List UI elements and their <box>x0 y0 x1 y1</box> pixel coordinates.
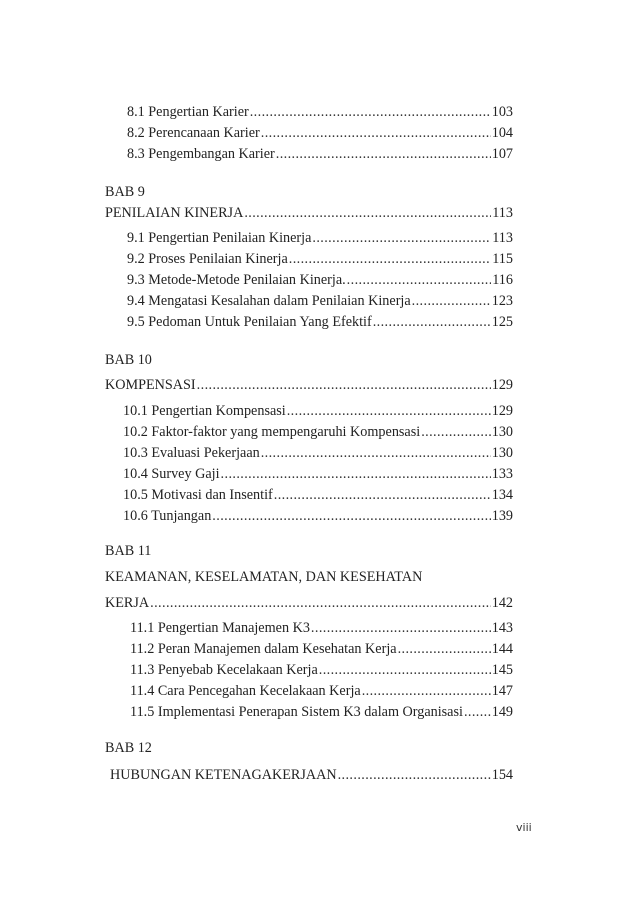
toc-entry-page: 139 <box>491 508 513 524</box>
dot-leader <box>347 270 492 290</box>
toc-entry[interactable] <box>127 249 513 269</box>
toc-entry-page: 104 <box>491 125 513 141</box>
chapter-label: BAB 9 <box>105 184 145 200</box>
dot-leader <box>398 639 491 659</box>
toc-entry-page: 149 <box>491 704 513 720</box>
toc-entry-page: 130 <box>491 445 513 461</box>
chapter-page: 154 <box>491 767 513 783</box>
chapter-label: BAB 10 <box>105 352 152 368</box>
dot-leader <box>464 702 491 722</box>
dot-leader <box>244 203 491 223</box>
toc-entry[interactable] <box>130 660 513 680</box>
toc-entry-title: 11.5 Implementasi Penerapan Sistem K3 dalam Organisasi <box>130 704 463 720</box>
toc-entry-title: 10.2 Faktor-faktor yang mempengaruhi Kompensasi <box>123 424 421 440</box>
toc-entry[interactable] <box>127 102 513 122</box>
dot-leader <box>261 443 491 463</box>
dot-leader <box>311 618 491 638</box>
toc-entry-title: 9.3 Metode-Metode Penilaian Kinerja. <box>127 272 346 288</box>
toc-entry-page: 103 <box>491 104 513 120</box>
toc-entry[interactable] <box>123 485 513 505</box>
toc-entry-title: 9.1 Pengertian Penilaian Kinerja <box>127 230 312 246</box>
toc-entry-page: 143 <box>491 620 513 636</box>
chapter-label: BAB 12 <box>105 740 152 756</box>
toc-entry[interactable] <box>127 123 513 143</box>
toc-entry-title: 10.5 Motivasi dan Insentif <box>123 487 273 503</box>
toc-entry-page: 147 <box>491 683 513 699</box>
chapter-title: PENILAIAN KINERJA <box>105 205 244 221</box>
toc-entry-title: 11.4 Cara Pencegahan Kecelakaan Kerja <box>130 683 361 699</box>
toc-entry-page: 113 <box>492 230 513 246</box>
toc-entry-page: 115 <box>492 251 513 267</box>
chapter-title: KOMPENSASI <box>105 377 196 393</box>
chapter-title: KERJA <box>105 595 150 611</box>
chapter-entry[interactable] <box>105 593 513 613</box>
toc-entry[interactable] <box>123 422 513 442</box>
toc-entry-title: 10.1 Pengertian Kompensasi <box>123 403 286 419</box>
dot-leader <box>312 228 491 248</box>
toc-entry-title: 9.2 Proses Penilaian Kinerja <box>127 251 288 267</box>
chapter-title: HUBUNGAN KETENAGAKERJAAN <box>110 767 337 783</box>
toc-entry-title: 11.1 Pengertian Manajemen K3 <box>130 620 310 636</box>
dot-leader <box>250 102 491 122</box>
chapter-title-line1: KEAMANAN, KESELAMATAN, DAN KESEHATAN <box>105 569 423 585</box>
toc-entry-title: 9.5 Pedoman Untuk Penilaian Yang Efektif <box>127 314 372 330</box>
chapter-page: 113 <box>492 205 513 221</box>
toc-entry[interactable] <box>130 639 513 659</box>
chapter-page: 129 <box>491 377 513 393</box>
toc-entry[interactable] <box>127 291 513 311</box>
toc-entry-page: 134 <box>491 487 513 503</box>
page-number: viii <box>516 821 532 834</box>
toc-entry-title: 10.3 Evaluasi Pekerjaan <box>123 445 260 461</box>
toc-entry[interactable] <box>123 443 513 463</box>
toc-entry[interactable] <box>127 144 513 164</box>
dot-leader <box>373 312 491 332</box>
toc-entry-title: 11.2 Peran Manajemen dalam Kesehatan Kerja <box>130 641 397 657</box>
dot-leader <box>287 401 491 421</box>
toc-entry-title: 10.6 Tunjangan <box>123 508 212 524</box>
dot-leader <box>261 123 491 143</box>
dot-leader <box>212 506 490 526</box>
dot-leader <box>319 660 491 680</box>
toc-entry-page: 144 <box>491 641 513 657</box>
toc-entry-page: 133 <box>491 466 513 482</box>
toc-entry-page: 116 <box>492 272 513 288</box>
dot-leader <box>421 422 491 442</box>
toc-entry[interactable] <box>130 702 513 722</box>
chapter-entry[interactable] <box>105 375 513 395</box>
chapter-label: BAB 11 <box>105 543 152 559</box>
toc-entry-title: 9.4 Mengatasi Kesalahan dalam Penilaian Kinerja <box>127 293 411 309</box>
toc-entry-title: 8.1 Pengertian Karier <box>127 104 249 120</box>
toc-entry-page: 130 <box>491 424 513 440</box>
chapter-entry[interactable] <box>110 765 513 785</box>
toc-entry[interactable] <box>123 464 513 484</box>
toc-entry[interactable] <box>127 312 513 332</box>
toc-entry-page: 107 <box>491 146 513 162</box>
toc-entry[interactable] <box>127 228 513 248</box>
dot-leader <box>276 144 491 164</box>
dot-leader <box>289 249 491 269</box>
chapter-page: 142 <box>491 595 513 611</box>
toc-entry[interactable] <box>123 506 513 526</box>
toc-entry-page: 129 <box>491 403 513 419</box>
dot-leader <box>197 375 491 395</box>
toc-entry[interactable] <box>130 681 513 701</box>
toc-entry-title: 10.4 Survey Gaji <box>123 466 220 482</box>
toc-entry-page: 145 <box>491 662 513 678</box>
dot-leader <box>221 464 491 484</box>
toc-entry-title: 8.2 Perencanaan Karier <box>127 125 260 141</box>
toc-entry[interactable] <box>123 401 513 421</box>
toc-entry[interactable] <box>130 618 513 638</box>
dot-leader <box>412 291 491 311</box>
dot-leader <box>150 593 491 613</box>
dot-leader <box>338 765 491 785</box>
chapter-entry[interactable] <box>105 203 513 223</box>
dot-leader <box>274 485 491 505</box>
toc-entry-title: 8.3 Pengembangan Karier <box>127 146 275 162</box>
toc-entry-title: 11.3 Penyebab Kecelakaan Kerja <box>130 662 318 678</box>
dot-leader <box>362 681 491 701</box>
toc-entry[interactable] <box>127 270 513 290</box>
toc-entry-page: 125 <box>491 314 513 330</box>
toc-entry-page: 123 <box>491 293 513 309</box>
